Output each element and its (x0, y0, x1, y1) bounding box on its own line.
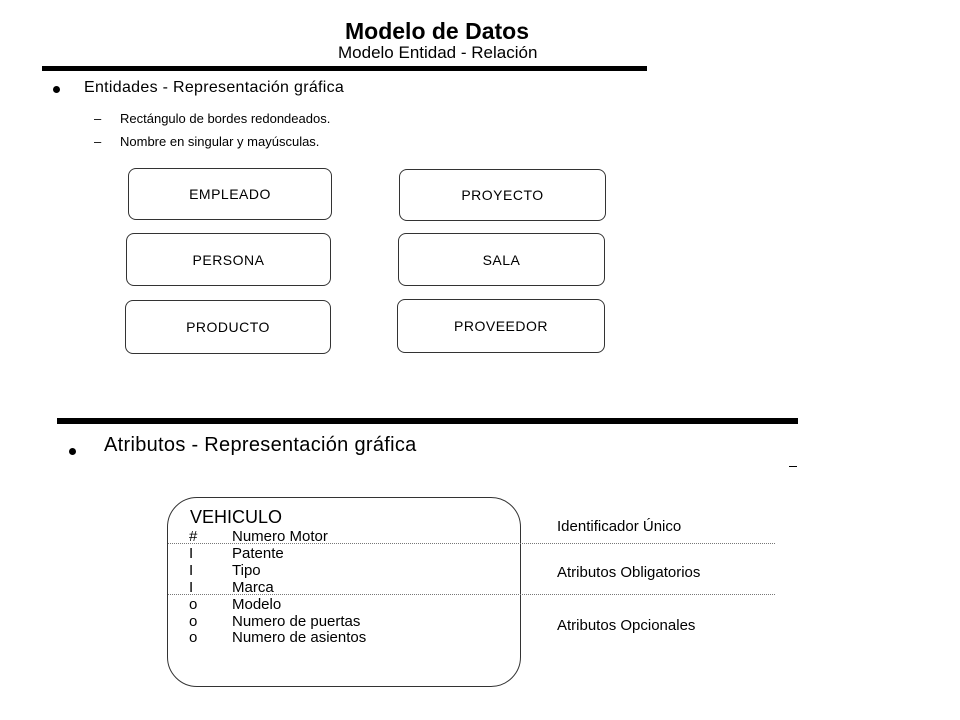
attribute-name: Numero de puertas (232, 613, 361, 630)
page-title: Modelo de Datos (345, 18, 530, 44)
legend-optional-attributes: Atributos Opcionales (557, 617, 696, 634)
subpoint-rounded-rectangle (94, 111, 330, 126)
entity-box-sala: SALA (398, 233, 605, 286)
attribute-name: Tipo (232, 562, 261, 579)
bullet-icon (53, 86, 60, 93)
attribute-name: Numero Motor (232, 528, 328, 545)
section-divider (57, 418, 798, 424)
page-subtitle: Modelo Entidad - Relación (338, 43, 538, 62)
entity-box-persona: PERSONA (126, 233, 331, 286)
legend-mandatory-attributes: Atributos Obligatorios (557, 564, 701, 581)
entity-box-producto: PRODUCTO (125, 300, 331, 354)
attributes-heading: Atributos - Representación gráfica (104, 434, 417, 456)
dash-marker: – (94, 134, 102, 149)
entities-heading: Entidades - Representación gráfica (84, 79, 345, 96)
subpoint-text: Nombre en singular y mayúsculas. (120, 134, 320, 149)
attribute-marker: o (189, 613, 198, 630)
attribute-marker: # (189, 528, 198, 545)
entity-box-proveedor: PROVEEDOR (397, 299, 605, 353)
attribute-name: Modelo (232, 596, 282, 613)
entity-box-empleado: EMPLEADO (128, 168, 332, 220)
entity-box-proyecto: PROYECTO (399, 169, 606, 221)
divider-mark (789, 466, 797, 467)
attribute-marker: o (189, 596, 198, 613)
dash-marker: – (94, 111, 102, 126)
attribute-marker: I (189, 545, 194, 562)
attribute-name: Patente (232, 545, 284, 562)
vehicle-entity-name: VEHICULO (190, 507, 283, 527)
attribute-marker: I (189, 562, 194, 579)
subpoint-text: Rectángulo de bordes redondeados. (120, 111, 331, 126)
attribute-marker: o (189, 629, 198, 646)
attribute-marker: I (189, 579, 194, 596)
title-divider (42, 66, 647, 71)
legend-unique-identifier: Identificador Único (557, 518, 682, 535)
bullet-icon (69, 448, 76, 455)
attribute-name: Marca (232, 579, 274, 596)
attribute-name: Numero de asientos (232, 629, 367, 646)
subpoint-naming-rule (94, 134, 319, 149)
